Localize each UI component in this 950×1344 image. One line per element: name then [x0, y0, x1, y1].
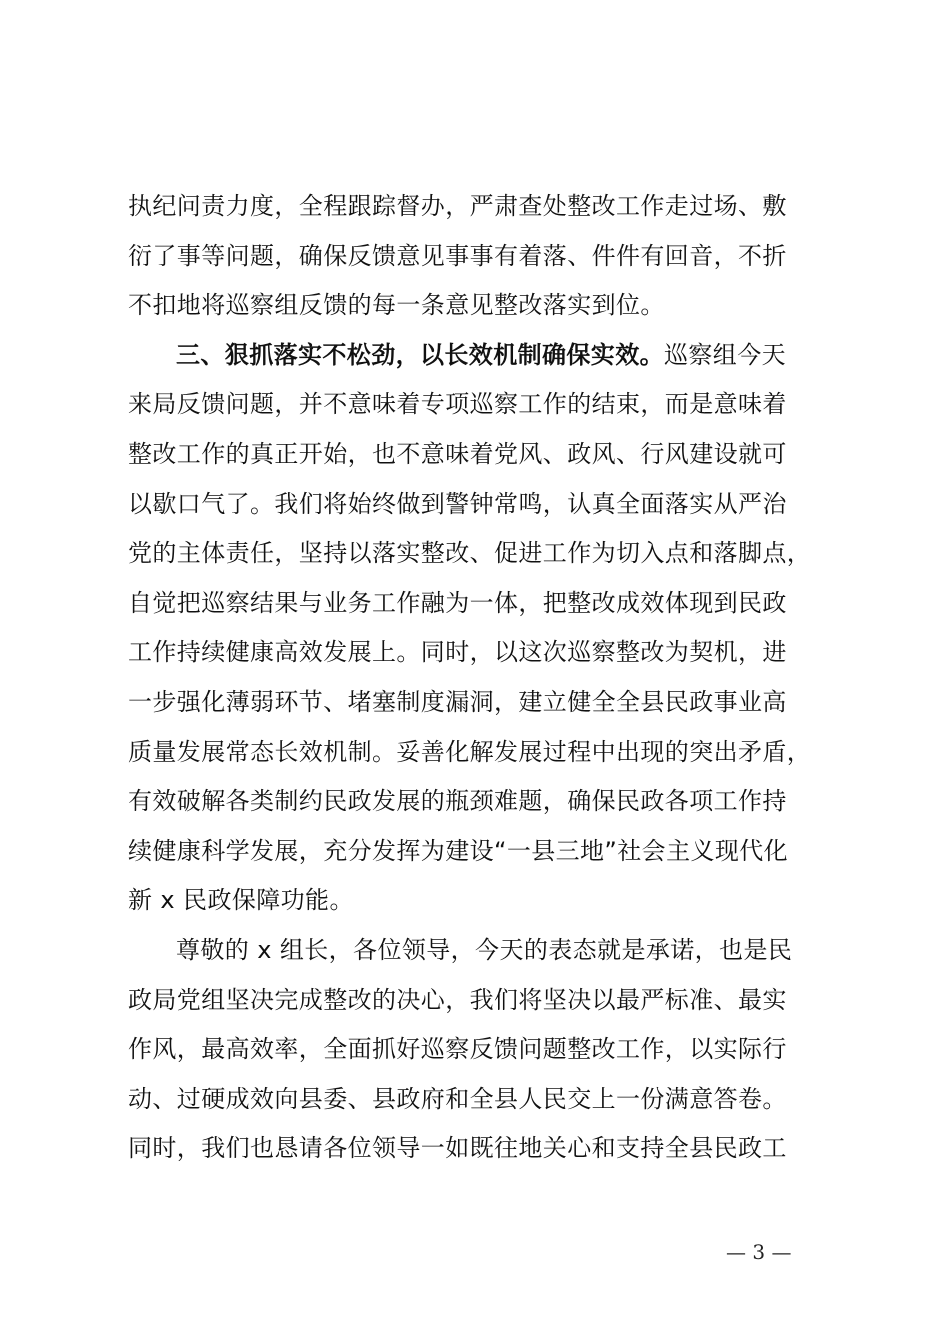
text-line: 衍了事等问题，确保反馈意见事事有着落、件件有回音，不折 — [128, 241, 787, 270]
section-heading-line — [128, 331, 868, 381]
text-line: 来局反馈问题，并不意味着专项巡察工作的结束，而是意味着 — [128, 390, 787, 419]
text-line: 尊敬的 x 组长，各位领导，今天的表态就是承诺，也是民 — [176, 935, 793, 964]
text-line: 作风，最高效率，全面抓好巡察反馈问题整改工作，以实际行 — [128, 1035, 787, 1064]
text-line: 执纪问责力度，全程跟踪督办，严肃查处整改工作走过场、敷 — [128, 192, 787, 220]
text-line: 一步强化薄弱环节、堵塞制度漏洞，建立健全全县民政事业高 — [128, 687, 787, 716]
text-line: 有效破解各类制约民政发展的瓶颈难题，确保民政各项工作持 — [128, 787, 787, 816]
text-line: 工作持续健康高效发展上。同时，以这次巡察整改为契机，进 — [128, 638, 787, 667]
text-line: 政局党组坚决完成整改的决心，我们将坚决以最严标准、最实 — [128, 985, 787, 1014]
text-line: 动、过硬成效向县委、县政府和全县人民交上一份满意答卷。 — [128, 1084, 787, 1113]
text-line: 党的主体责任，坚持以落实整改、促进工作为切入点和落脚点， — [128, 539, 812, 568]
text-line: 质量发展常态长效机制。妥善化解发展过程中出现的突出矛盾， — [128, 737, 812, 766]
text-line: 续健康科学发展，充分发挥为建设“一县三地”社会主义现代化 — [128, 836, 789, 865]
body-text — [128, 182, 868, 1174]
text-fragment: 巡察组今天 — [664, 340, 786, 369]
text-line: 同时，我们也恳请各位领导一如既往地关心和支持全县民政工 — [128, 1134, 787, 1163]
text-line: 不扣地将巡察组反馈的每一条意见整改落实到位。 — [128, 291, 665, 320]
page-number: — 3 — — [726, 1240, 792, 1264]
text-line: 新 x 民政保障功能。 — [128, 886, 354, 915]
text-line: 自觉把巡察结果与业务工作融为一体，把整改成效体现到民政 — [128, 588, 787, 617]
text-line: 整改工作的真正开始，也不意味着党风、政风、行风建设就可 — [128, 439, 787, 468]
section-heading: 三、狠抓落实不松劲，以长效机制确保实效。 — [176, 340, 664, 369]
text-line: 以歇口气了。我们将始终做到警钟常鸣，认真全面落实从严治 — [128, 489, 787, 518]
